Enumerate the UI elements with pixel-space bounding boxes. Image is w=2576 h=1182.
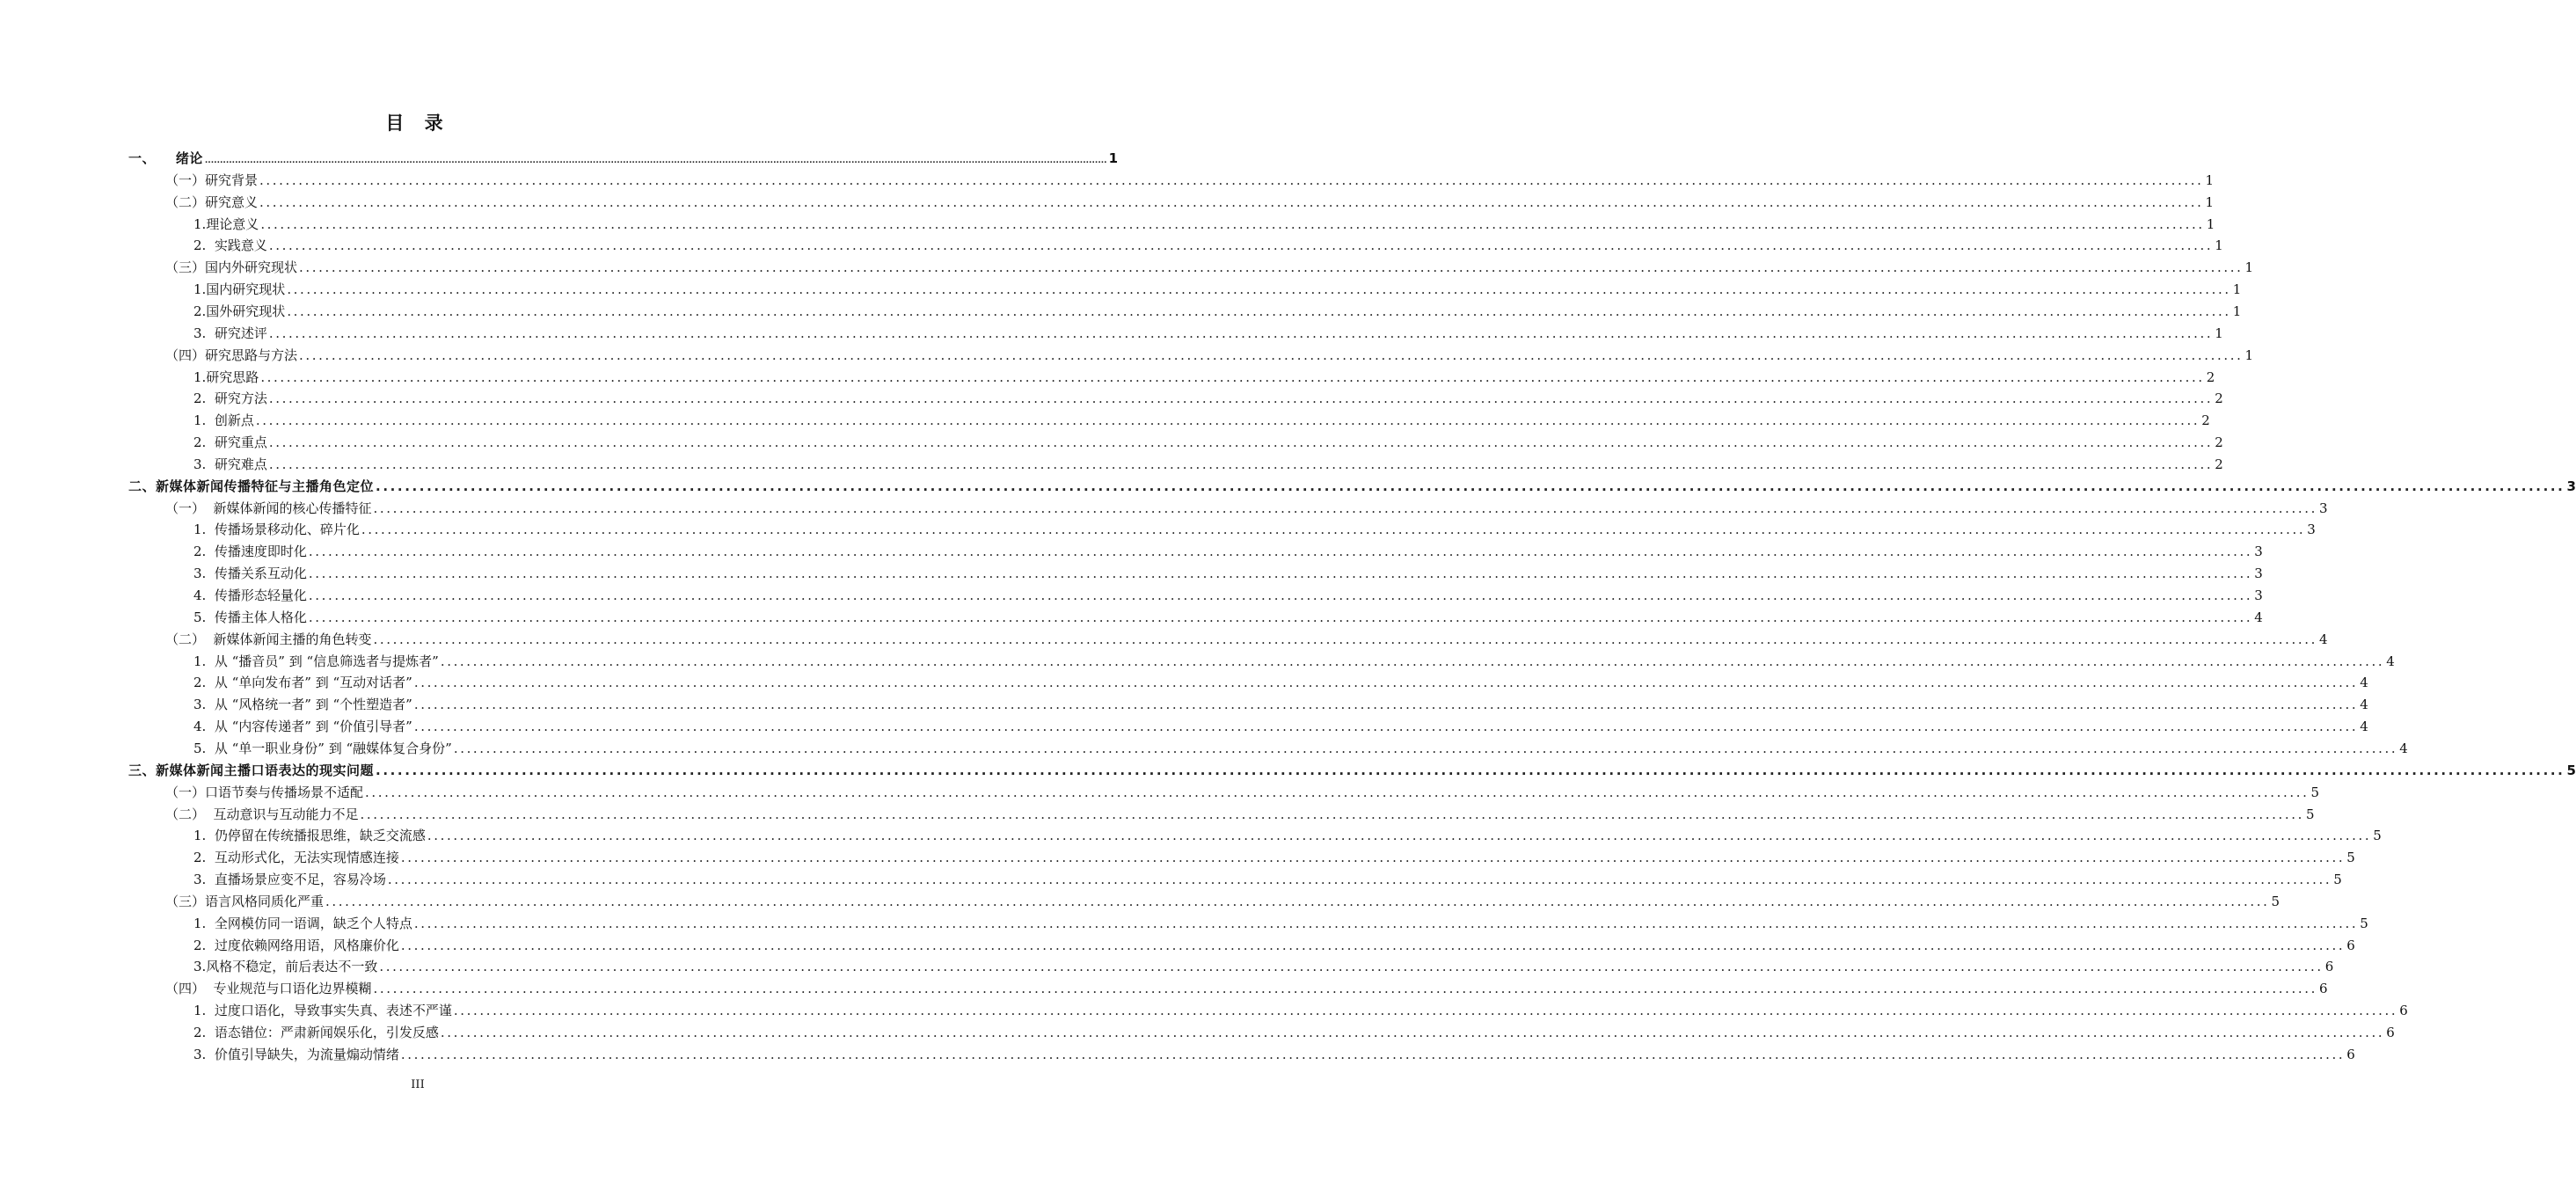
toc-leader-dots: ............................................................................................................................................................................................................................................................................................................ [268, 390, 2214, 407]
toc-leader-dots: ............................................................................................................................................................................................................................................................................................................ [400, 937, 2346, 953]
toc-entry[interactable] [193, 825, 2382, 846]
toc-entry-page: 3 [2254, 587, 2263, 603]
toc-leader-dots: ............................................................................................................................................................................................................................................................................................................ [387, 872, 2332, 888]
toc-entry-page: 2 [2215, 434, 2223, 451]
toc-entry[interactable] [193, 367, 2215, 388]
toc-leader-dots: ............................................................................................................................................................................................................................................................................................................ [360, 806, 2304, 822]
toc-entry-page: 2 [2206, 368, 2215, 385]
toc-entry-page: 3 [2307, 522, 2316, 538]
toc-entry[interactable] [128, 476, 2576, 497]
toc-entry-page: 1 [2205, 171, 2214, 188]
toc-entry[interactable] [193, 847, 2355, 868]
toc-entry-page: 4 [2254, 609, 2263, 625]
toc-leader-dots: ............................................................................................................................................................................................................................................................................................................ [268, 434, 2214, 451]
toc-entry[interactable] [193, 694, 2368, 715]
toc-entry-label: （二） 互动意识与互动能力不足 [165, 806, 359, 822]
toc-entry[interactable] [165, 978, 2328, 999]
toc-entry-label: 5. 从 “单一职业身份” 到 “融媒体复合身份” [193, 740, 452, 756]
toc-entry-label: 4. 传播形态轻量化 [193, 587, 307, 603]
toc-entry-page: 3 [2318, 500, 2328, 516]
toc-entry-page: 4 [2360, 697, 2368, 713]
toc-entry-page: 4 [2399, 740, 2408, 756]
toc-entry-label: 3. 研究述评 [193, 325, 267, 341]
toc-entry-page: 1 [2215, 325, 2223, 341]
toc-entry[interactable] [193, 1044, 2355, 1065]
toc-entry-page: 3 [2566, 478, 2576, 494]
toc-entry-label: 2. 研究重点 [193, 434, 267, 451]
toc-entry[interactable] [193, 454, 2223, 475]
toc-entry[interactable] [193, 214, 2215, 235]
toc-entry-label: 3. 传播关系互动化 [193, 565, 307, 582]
toc-entry[interactable] [165, 629, 2328, 650]
toc-entry[interactable] [193, 913, 2368, 934]
toc-entry-page: 6 [2346, 937, 2355, 953]
toc-entry-label: （三）语言风格同质化严重 [165, 893, 325, 909]
page-title: 目 录 [385, 113, 450, 134]
toc-entry-page: 5 [2566, 762, 2576, 778]
toc-entry[interactable] [193, 432, 2223, 453]
toc-entry-label: （一） 新媒体新闻的核心传播特征 [165, 500, 372, 516]
toc-entry-label: 三、新媒体新闻主播口语表达的现实问题 [128, 762, 375, 778]
toc-entry-page: 6 [2399, 1003, 2408, 1019]
toc-entry-page: 1 [2206, 215, 2215, 232]
toc-entry[interactable] [193, 323, 2223, 344]
toc-entry-page: 6 [2346, 1046, 2355, 1062]
toc-entry[interactable] [193, 388, 2223, 409]
toc-leader-dots: ............................................................................................................................................................................................................................................................................................................ [299, 347, 2244, 363]
toc-leader-dots: ............................................................................................................................................................................................................................................................................................................ [308, 565, 2253, 582]
toc-entry[interactable] [193, 738, 2408, 759]
toc-entry-page: 5 [2360, 915, 2368, 931]
toc-leader-dots: ............................................................................................................................................................................................................................................................................................................ [259, 193, 2204, 210]
toc-leader-dots: ............................................................................................................................................................................................................................................................................................................ [308, 544, 2253, 560]
toc-leader-dots: ............................................................................................................................................................................................................................................................................................................ [413, 697, 2359, 713]
toc-leader-dots: ............................................................................................................................................................................................................................................................................................................ [453, 1003, 2398, 1019]
toc-entry-label: （三）国内外研究现状 [165, 259, 298, 276]
toc-leader-dots: ............................................................................................................................................................................................................................................................................................................ [268, 325, 2214, 341]
toc-entry-label: 1. 从 “播音员” 到 “信息筛选者与提炼者” [193, 653, 439, 669]
toc-entry-page: 6 [2386, 1025, 2395, 1040]
toc-entry-page: 1 [2215, 237, 2223, 254]
toc-entry-page: 1 [2232, 281, 2242, 298]
toc-leader-dots: ............................................................................................................................................................................................................................................................................................................ [413, 915, 2359, 931]
toc-entry[interactable] [165, 192, 2214, 213]
toc-entry-label: 2.国外研究现状 [193, 303, 286, 319]
toc-entry-page: 5 [2305, 806, 2315, 822]
toc-entry[interactable] [193, 869, 2342, 890]
toc-entry-page: 1 [2244, 259, 2253, 276]
toc-entry-page: 6 [2324, 959, 2334, 975]
toc-entry[interactable] [193, 279, 2242, 300]
toc-entry-page: 3 [2254, 565, 2263, 582]
toc-entry-label: 2. 传播速度即时化 [193, 544, 307, 560]
toc-leader-dots: ............................................................................................................................................................................................................................................................................................................ [376, 478, 2565, 494]
toc-entry[interactable] [193, 651, 2395, 672]
toc-entry-label: 1. 传播场景移动化、碎片化 [193, 522, 360, 538]
toc-entry[interactable] [165, 782, 2319, 803]
toc-entry-page: 5 [2373, 828, 2382, 844]
toc-entry-label: 1.国内研究现状 [193, 281, 286, 298]
toc-leader-dots: ............................................................................................................................................................................................................................................................................................................ [373, 631, 2317, 647]
toc-leader-dots: ............................................................................................................................................................................................................................................................................................................ [440, 653, 2385, 669]
toc-leader-dots: ............................................................................................................................................................................................................................................................................................................ [373, 500, 2317, 516]
toc-leader-dots: ............................................................................................................................................................................................................................................................................................................ [260, 215, 2205, 232]
toc-entry[interactable] [193, 956, 2334, 977]
toc-leader-dots: ............................................................................................................................................................................................................................................................................................................ [259, 171, 2204, 188]
toc-entry-label: 3. 从 “风格统一者” 到 “个性塑造者” [193, 697, 412, 713]
toc-entry-label: （四） 专业规范与口语化边界模糊 [165, 981, 372, 997]
toc-entry-label: （二）研究意义 [165, 193, 259, 210]
toc-entry[interactable] [193, 301, 2242, 322]
toc-leader-dots: ............................................................................................................................................................................................................................................................................................................ [361, 522, 2306, 538]
toc-entry-page: 5 [2271, 893, 2280, 909]
toc-leader-dots: ............................................................................................................................................................................................................................................................................................................ [255, 412, 2200, 429]
toc-entry-page: 2 [2215, 456, 2223, 472]
toc-entry-label: 一、 绪论 [128, 150, 203, 166]
toc-entry[interactable] [165, 891, 2280, 912]
toc-entry-label: 2. 从 “单向发布者” 到 “互动对话者” [193, 675, 412, 691]
toc-entry-page: 4 [2386, 653, 2395, 669]
toc-leader-dots: ............................................................................................................................................................................................................................................................................................................ [413, 675, 2359, 691]
toc-leader-dots: ............................................................................................................................................................................................................................................................................................................ [287, 303, 2231, 319]
toc-leader-dots: ............................................................................................................................................................................................................................................................................................................ [299, 259, 2244, 276]
toc-entry[interactable] [165, 498, 2328, 519]
toc-entry-label: 2. 过度依赖网络用语，风格廉价化 [193, 937, 399, 953]
toc-entry-page: 5 [2310, 784, 2319, 800]
toc-entry[interactable] [193, 519, 2316, 540]
toc-entry[interactable] [128, 760, 2576, 781]
toc-leader-dots: ............................................................................................................................................................................................................................................................................................................ [325, 893, 2270, 909]
toc-entry[interactable] [193, 716, 2368, 737]
toc-entry-label: 1. 仍停留在传统播报思维，缺乏交流感 [193, 828, 426, 844]
toc-leader-dots: ............................................................................................................................................................................................................................................................................................................ [268, 456, 2214, 472]
toc-leader-dots: ............................................................................................................................................................................................................................................................................................................ [373, 981, 2317, 997]
toc-entry[interactable] [193, 672, 2368, 693]
toc-leader-dots: ............................................................................................................................................................................................................................................................................................................ [287, 281, 2231, 298]
toc-entry-page: 1 [2244, 347, 2253, 363]
toc-entry[interactable] [193, 607, 2263, 628]
toc-entry-label: （二） 新媒体新闻主播的角色转变 [165, 631, 372, 647]
toc-leader-dots: ............................................................................................................................................................................................................................................................................................................ [440, 1025, 2385, 1040]
toc-entry[interactable] [193, 410, 2210, 431]
toc-entry-page: 2 [2215, 390, 2223, 407]
toc-entry-label: 2. 互动形式化，无法实现情感连接 [193, 850, 399, 866]
toc-entry-page: 4 [2318, 631, 2328, 647]
toc-entry-label: （四）研究思路与方法 [165, 347, 298, 363]
toc-leader-dots: ............................................................................................................................................................................................................................................................................................................ [268, 237, 2214, 254]
toc-entry-page: 4 [2360, 675, 2368, 691]
toc-entry-label: 1. 创新点 [193, 412, 254, 429]
toc-entry[interactable] [165, 170, 2214, 191]
toc-entry-label: （一）研究背景 [165, 171, 259, 188]
toc-entry-label: 二、新媒体新闻传播特征与主播角色定位 [128, 478, 375, 494]
toc-entry[interactable] [193, 541, 2263, 562]
toc-entry[interactable] [193, 585, 2263, 606]
page-number: III [411, 1078, 425, 1091]
toc-entry-label: 2. 语态错位：严肃新闻娱乐化，引发反感 [193, 1025, 439, 1040]
toc-leader-dots: ............................................................................................................................................................................................................................................................................................................ [204, 157, 1107, 165]
toc-entry[interactable] [165, 345, 2253, 366]
toc-entry-label: 1.理论意义 [193, 215, 259, 232]
toc-leader-dots: ............................................................................................................................................................................................................................................................................................................ [365, 784, 2310, 800]
toc-entry-label: 1.研究思路 [193, 368, 259, 385]
toc-leader-dots: ............................................................................................................................................................................................................................................................................................................ [427, 828, 2372, 844]
toc-entry[interactable] [193, 235, 2223, 256]
toc-entry-label: 1. 过度口语化，导致事实失真、表述不严谨 [193, 1003, 452, 1019]
toc-leader-dots: ............................................................................................................................................................................................................................................................................................................ [376, 762, 2565, 778]
toc-entry-label: （一）口语节奏与传播场景不适配 [165, 784, 364, 800]
toc-entry-label: 3.风格不稳定，前后表达不一致 [193, 959, 378, 975]
toc-leader-dots: ............................................................................................................................................................................................................................................................................................................ [260, 368, 2205, 385]
toc-entry-page: 4 [2360, 719, 2368, 735]
toc-entry-label: 4. 从 “内容传递者” 到 “价值引导者” [193, 719, 412, 735]
toc-entry[interactable] [193, 935, 2355, 956]
toc-leader-dots: ............................................................................................................................................................................................................................................................................................................ [308, 587, 2253, 603]
toc-entry-label: 3. 研究难点 [193, 456, 267, 472]
toc-entry-label: 2. 研究方法 [193, 390, 267, 407]
toc-entry-label: 3. 直播场景应变不足，容易冷场 [193, 872, 386, 888]
toc-leader-dots: ............................................................................................................................................................................................................................................................................................................ [308, 609, 2253, 625]
toc-leader-dots: ............................................................................................................................................................................................................................................................................................................ [400, 1046, 2346, 1062]
toc-leader-dots: ............................................................................................................................................................................................................................................................................................................ [379, 959, 2324, 975]
toc-entry-page: 3 [2254, 544, 2263, 560]
toc-entry-page: 1 [2232, 303, 2242, 319]
toc-entry-page: 5 [2333, 872, 2342, 888]
toc-entry-page: 6 [2318, 981, 2328, 997]
toc-entry-page: 1 [1108, 150, 1119, 166]
toc-entry-label: 3. 价值引导缺失，为流量煽动情绪 [193, 1046, 399, 1062]
toc-entry[interactable] [165, 804, 2315, 825]
toc-entry-label: 2. 实践意义 [193, 237, 267, 254]
toc-entry[interactable] [128, 148, 1119, 169]
toc-entry-page: 2 [2201, 412, 2210, 429]
toc-leader-dots: ............................................................................................................................................................................................................................................................................................................ [453, 740, 2398, 756]
toc-entry-page: 1 [2205, 193, 2214, 210]
toc-entry-page: 5 [2346, 850, 2355, 866]
toc-entry[interactable] [165, 257, 2253, 278]
toc-entry[interactable] [193, 1000, 2408, 1021]
toc-entry-label: 5. 传播主体人格化 [193, 609, 307, 625]
toc-leader-dots: ............................................................................................................................................................................................................................................................................................................ [400, 850, 2346, 866]
toc-leader-dots: ............................................................................................................................................................................................................................................................................................................ [413, 719, 2359, 735]
toc-entry[interactable] [193, 563, 2263, 584]
toc-entry-label: 1. 全网模仿同一语调，缺乏个人特点 [193, 915, 412, 931]
toc-entry[interactable] [193, 1022, 2395, 1043]
